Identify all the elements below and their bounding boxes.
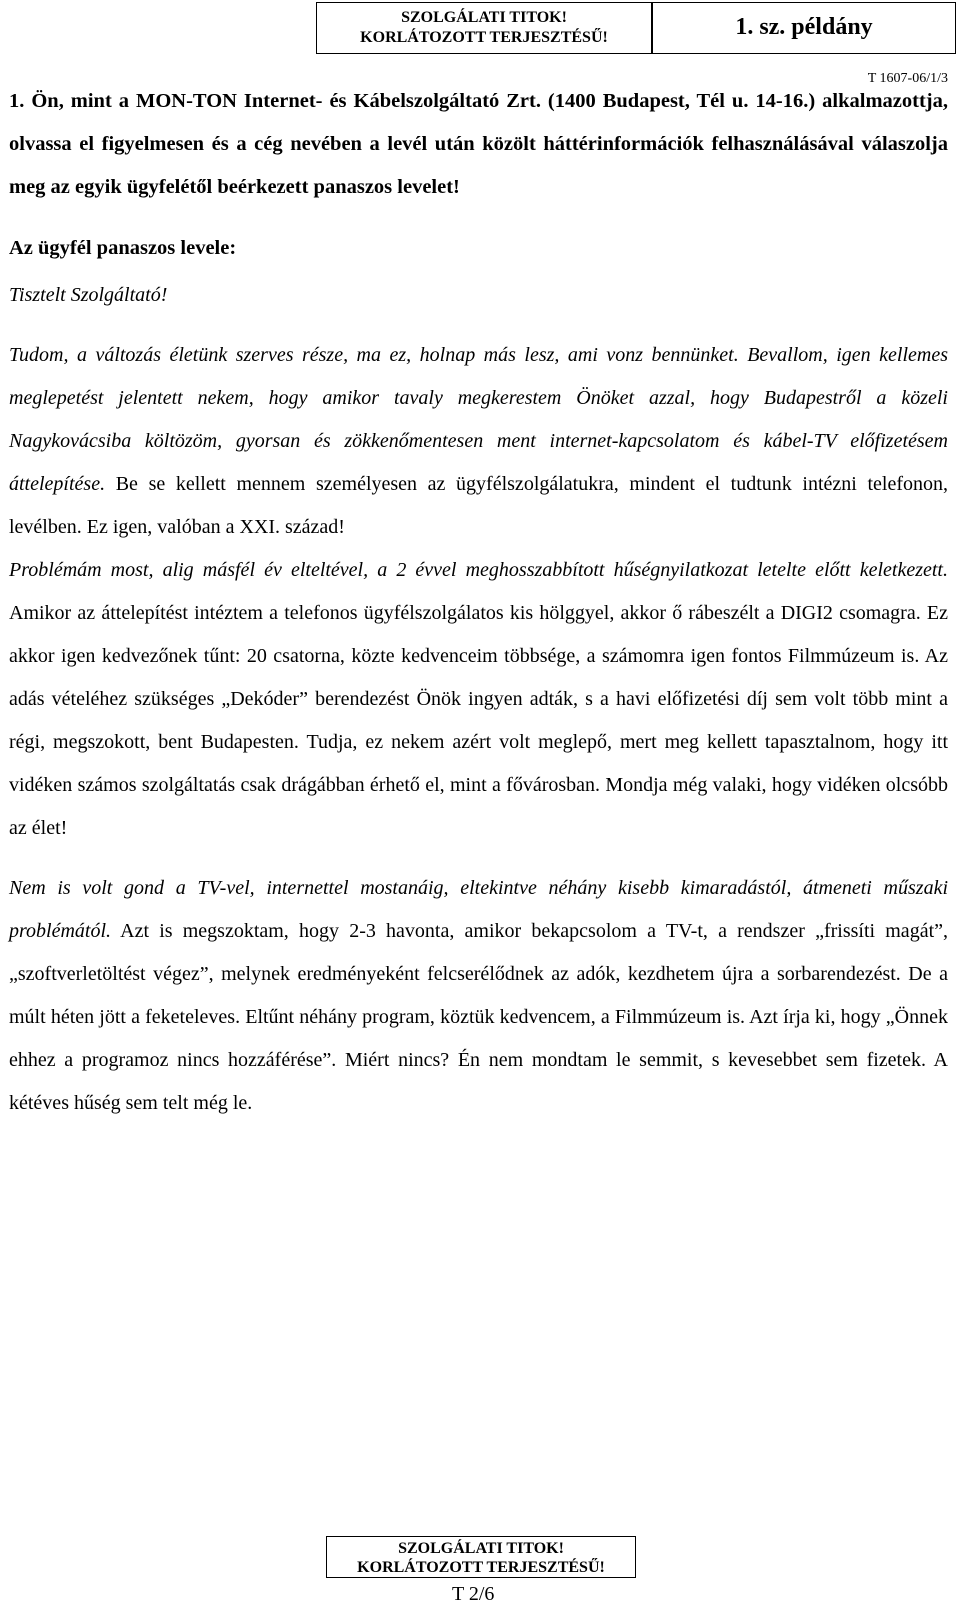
copy-number-box (652, 2, 956, 54)
task-instruction: 1. Ön, mint a MON-TON Internet- és Kábelszolgáltató Zrt. (1400 Budapest, Tél u. 14-16.) alkalmazottja, olvassa el figyelmesen és a cég nevében a levél után közölt háttérinformációk felhasználásával válaszolja meg az egyik ügyfelétől beérkezett panaszos levelet! (9, 90, 948, 198)
classification-stamp-top (316, 2, 652, 54)
complaint-letter (9, 274, 948, 1125)
page-content (9, 80, 948, 1125)
stamp-line-secret: SZOLGÁLATI TITOK! (401, 9, 567, 26)
letter-heading: Az ügyfél panaszos levele: (9, 237, 237, 259)
letter-paragraph-1 (9, 334, 948, 549)
letter-paragraph-1-roman: Be se kellett mennem személyesen az ügyfélszolgálatukra, mindent el tudtunk intézni telefonon, levélben. Ez igen, valóban a XXI. század! (9, 473, 948, 538)
letter-paragraph-3 (9, 867, 948, 1125)
letter-paragraph-1-italic: Tudom, a változás életünk szerves része, ma ez, holnap más lesz, ami vonz bennünket. Bevallom, igen kellemes meglepetést jelentett nekem, hogy amikor tavaly megkerestem Önöket azzal, hogy Budapestről a közeli Nagykovácsiba költözöm, gyorsan és zökkenőmentesen ment internet-kapcsolatom és kábel-TV előfizetésem áttelepítése. (9, 344, 948, 495)
stamp-line-restricted: KORLÁTOZOTT TERJESZTÉSŰ! (357, 1559, 605, 1576)
classification-stamp-bottom (326, 1536, 636, 1578)
letter-paragraph-2 (9, 549, 948, 850)
page-number: T 2/6 (452, 1583, 495, 1605)
letter-paragraph-2-roman: Amikor az áttelepítést intéztem a telefonos ügyfélszolgálatos kis hölggyel, akkor ő rábeszélt a DIGI2 csomagra. Ez akkor igen kedvezőnek tűnt: 20 csatorna, közte kedvenceim többsége, a számomra igen fontos Filmmúzeum is. Az adás vételéhez szükséges „Dekóder” berendezést Önök ingyen adták, s a havi előfizetési díj sem volt több mint a régi, megszokott, bent Budapesten. Tudja, ez nekem azért volt meglepő, mert meg kellett tapasztalnom, hogy itt vidéken számos szolgáltatás csak drágábban érhető el, mint a fővárosban. Mondja még valaki, hogy vidéken olcsóbb az élet! (9, 602, 948, 839)
copy-number-label: 1. sz. példány (735, 14, 873, 40)
document-reference: T 1607-06/1/3 (867, 71, 948, 86)
letter-paragraph-3-roman: Azt is megszoktam, hogy 2-3 havonta, amikor bekapcsolom a TV-t, a rendszer „frissíti magát”, „szoftverletöltést végez”, melynek eredményeként felcserélődnek az adók, kezdhetem újra a sorbarendezést. De a múlt héten jött a feketeleves. Eltűnt néhány program, köztük kedvencem, a Filmmúzeum is. Azt írja ki, hogy „Önnek ehhez a programoz nincs hozzáférése”. Miért nincs? Én nem mondtam le semmit, s kevesebbet sem fizetek. A kétéves hűség sem telt még le. (9, 920, 948, 1114)
letter-paragraph-2-italic: Problémám most, alig másfél év elteltével, a 2 évvel meghosszabbított hűségnyilatkozat letelte előtt keletkezett. (9, 559, 948, 581)
stamp-line-secret: SZOLGÁLATI TITOK! (398, 1540, 564, 1557)
letter-paragraph-3-italic: Nem is volt gond a TV-vel, internettel mostanáig, eltekintve néhány kisebb kimaradástól, átmeneti műszaki problémától. (9, 877, 948, 942)
stamp-line-restricted: KORLÁTOZOTT TERJESZTÉSŰ! (360, 29, 608, 46)
letter-salutation: Tisztelt Szolgáltató! (9, 284, 168, 306)
